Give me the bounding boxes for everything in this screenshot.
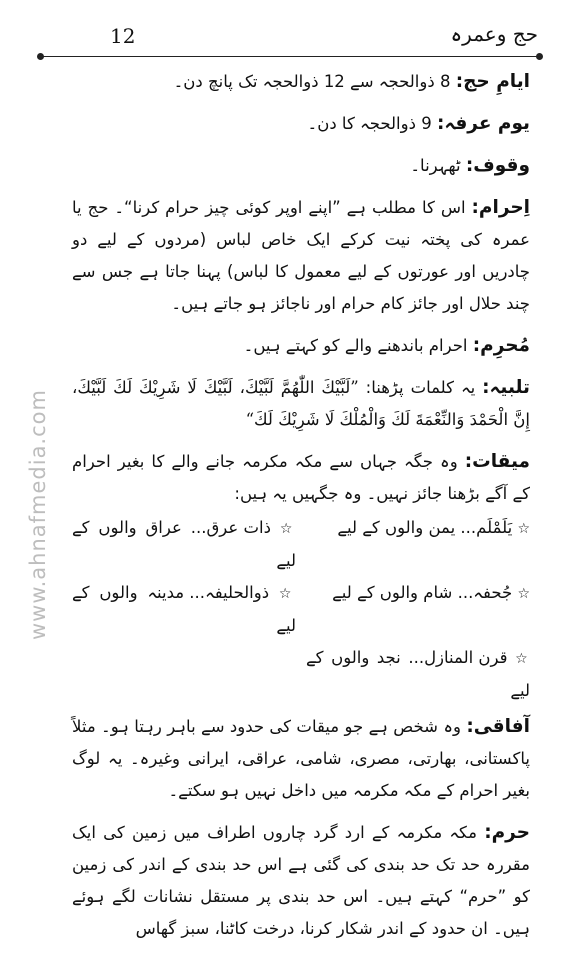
entry-talbiyah (72, 372, 530, 436)
definition: یہ کلمات پڑھنا: (358, 378, 483, 397)
list-item: ☆ جُحفہ... شام والوں کے لیے (332, 583, 530, 602)
star-icon: ☆ (515, 651, 530, 667)
term: وقوف: (465, 155, 530, 176)
entry-wuquf (72, 150, 530, 182)
star-icon: ☆ (278, 586, 296, 602)
definition: احرام باندھنے والے کو کہتے ہیں۔ (243, 336, 473, 355)
entry-miqat (72, 446, 530, 510)
watermark: www.ahnafmedia.com (26, 389, 50, 640)
term: اِحرام: (471, 197, 530, 218)
term: میقات: (464, 451, 530, 472)
entry-yawm-arafah (72, 108, 530, 140)
term: مُحرِم: (472, 335, 530, 356)
star-icon: ☆ (517, 521, 530, 537)
header-rule (40, 56, 540, 57)
entry-afaqi (72, 711, 530, 807)
term: ایامِ حج: (455, 71, 530, 92)
definition: مکہ مکرمہ کے ارد گرد چاروں اطراف میں زمین کی ایک مقررہ حد تک حد بندی کی گئی ہے اس حد بندی کے اندر کی زمین کو ”حرم“ کہتے ہیں۔ اس حد بندی پر مستقل نشانات لگے ہوئے ہیں۔ ان حدود کے اندر شکار کرنا، درخت کاٹنا، سبز گھاس (72, 823, 530, 938)
entry-ayyam-hajj (72, 66, 530, 98)
definition: وہ شخص ہے جو میقات کی حدود سے باہر رہتا ہو۔ مثلاً پاکستانی، بھارتی، مصری، شامی، عراقی، ایرانی وغیرہ۔ یہ لوگ بغیر احرام کے مکہ مکرمہ میں داخل نہیں ہو سکتے۔ (72, 717, 530, 800)
list-item: ☆ قرن المنازل... نجد والوں کے لیے (306, 648, 530, 700)
page-header (40, 22, 540, 58)
term: تلبیہ: (482, 377, 530, 398)
list-item: ☆ ذات عرق... عراق والوں کے لیے (72, 518, 296, 570)
term: یوم عرفہ: (436, 113, 530, 134)
entry-haram (72, 817, 530, 945)
talbiyah-quote: ”لَبَّيْكَ اللّٰهُمَّ لَبَّيْكَ، لَبَّيْكَ لَا شَرِيْكَ لَكَ لَبَّيْكَ، إِنَّ الْحَمْدَ وَالنِّعْمَةَ لَكَ وَالْمُلْكَ لَا شَرِيْكَ لَكَ“ (72, 378, 530, 429)
page-number: 12 (110, 24, 136, 48)
definition: اس کا مطلب ہے ”اپنے اوپر کوئی چیز حرام کرنا“۔ حج یا عمرہ کی پختہ نیت کرکے ایک خاص لباس (مردوں کے لیے دو چادریں اور عورتوں کے لیے معمول کا لباس) پہنا جاتا ہے جس سے چند حلال اور جائز کام حرام اور ناجائز ہو جاتے ہیں۔ (72, 198, 530, 313)
miqat-list (72, 512, 530, 707)
definition: 9 ذوالحجہ کا دن۔ (307, 114, 437, 133)
running-title: حج وعمرہ (450, 22, 538, 46)
star-icon: ☆ (279, 521, 296, 537)
definition: 8 ذوالحجہ سے 12 ذوالحجہ تک پانچ دن۔ (173, 72, 456, 91)
list-item: ☆ یَلَمْلَم... یمن والوں کے لیے (337, 518, 530, 537)
page-body (72, 66, 530, 955)
definition: وہ جگہ جہاں سے مکہ مکرمہ جانے والے کا بغیر احرام کے آگے بڑھنا جائز نہیں۔ وہ جگہیں یہ ہیں: (72, 452, 530, 503)
term: حرم: (484, 822, 530, 843)
star-icon: ☆ (517, 586, 530, 602)
term: آفاقی: (466, 716, 530, 737)
definition: ٹھہرنا۔ (410, 156, 466, 175)
entry-muhrim (72, 330, 530, 362)
list-item: ☆ ذوالحلیفہ... مدینہ والوں کے لیے (72, 583, 296, 635)
entry-ihram (72, 192, 530, 320)
